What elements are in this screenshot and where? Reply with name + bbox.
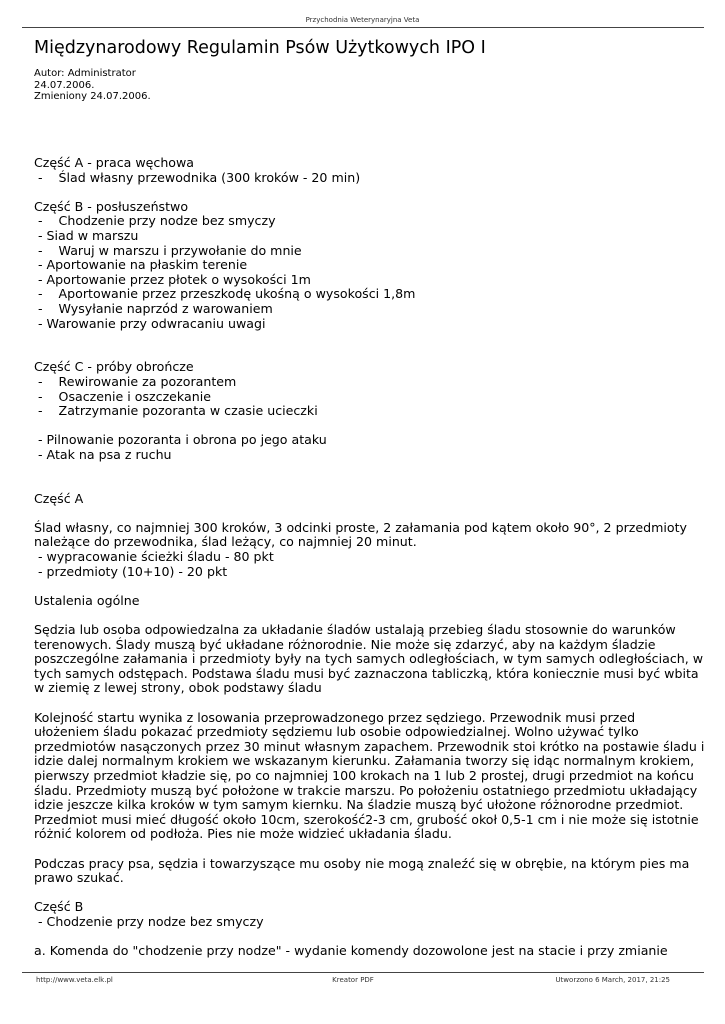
paragraph-line: pierwszy przedmiot kładzie się, po co najmniej 100 krokach na 1 lub 2 prostej, drugi przedmiot na końcu xyxy=(34,767,695,783)
paragraph-line: Ślad własny, co najmniej 300 kroków, 3 odcinki proste, 2 załamania pod kątem około 90°, 2 przedmioty xyxy=(34,519,687,535)
paragraph-line: tych samych odstępach. Podstawa śladu musi być zaznaczona tabliczką, która koniecznie musi być wbita xyxy=(34,665,699,681)
part-b-outline-heading: Część B - posłuszeństwo xyxy=(34,198,189,214)
paragraph-line: a. Komenda do "chodzenie przy nodze" - wydanie komendy dozowolone jest na stacie i przy zmianie xyxy=(34,943,668,959)
part-b-subheading: - Chodzenie przy nodze bez smyczy xyxy=(34,913,264,929)
list-item: - Waruj w marszu i przywołanie do mnie xyxy=(34,242,302,258)
paragraph-line: Sędzia lub osoba odpowiedzalna za układanie śladów ustalają przebieg śladu stosownie do warunków xyxy=(34,622,676,637)
document-meta xyxy=(34,68,151,103)
list-item: - Wysyłanie naprzód z warowaniem xyxy=(34,300,273,316)
part-a-outline-heading: Część A - praca węchowa xyxy=(34,155,195,170)
list-item: - Osaczenie i oszczekanie xyxy=(34,388,211,404)
footer-generator: Kreator PDF xyxy=(332,976,374,984)
list-item: - Aportowanie przez przeszkodę ukośną o wysokości 1,8m xyxy=(34,286,416,302)
paragraph-line: Kolejność startu wynika z losowania przeprowadzonego przez sędziego. Przewodnik musi przed xyxy=(34,709,636,725)
list-item: - Aportowanie na płaskim terenie xyxy=(34,257,248,273)
paragraph-line: przedmiotów nasączonych przez 30 minut własnym zapachem. Przewodnik stoi krótko na postawie śladu i xyxy=(34,738,705,754)
list-item: - Zatrzymanie pozoranta w czasie ucieczki xyxy=(34,403,318,419)
paragraph-line: Przedmiot musi mieć długość około 10cm, szerokość2-3 cm, grubość okoł 0,5-1 cm i nie może się istotnie xyxy=(34,811,699,827)
score-item: - przedmioty (10+10) - 20 pkt xyxy=(34,563,228,579)
paragraph-line: śladu. Przedmioty muszą być położone w trakcie marszu. Po położeniu ostatniego przedmiotu układający xyxy=(34,782,698,798)
author: Autor: Administrator xyxy=(34,68,136,79)
paragraph-line: Podczas pracy psa, sędzia i towarzyszące mu osoby nie mogą znaleźć się w obrębie, na którym pies ma xyxy=(34,855,690,871)
part-b-heading: Część B xyxy=(34,899,84,915)
footer-divider xyxy=(22,972,704,973)
paragraph-line: prawo szukać. xyxy=(34,870,124,886)
list-item: - Siad w marszu xyxy=(34,227,139,243)
paragraph-line: idzie dalej normalnym krokiem we wskazanym kierunku. Załamania tworzy się idąc normalnym krokiem, xyxy=(34,753,695,769)
paragraph-line: różnić kolorem od podłoża. Pies nie może widzieć układania śladu. xyxy=(34,826,452,842)
paragraph-line: należące do przewodnika, ślad leżący, co najmniej 20 minut. xyxy=(34,534,417,550)
document-title: Międzynarodowy Regulamin Psów Użytkowych IPO I xyxy=(34,38,486,58)
list-item: - Aportowanie przez płotek o wysokości 1m xyxy=(34,271,311,287)
footer-url: http://www.veta.elk.pl xyxy=(36,976,113,984)
document-body xyxy=(34,155,705,959)
header-divider xyxy=(22,27,704,28)
paragraph-line: ułożeniem śladu pokazać przedmioty sędziemu lub osobie odpowiedzialnej. Wolno używać tylko xyxy=(34,724,639,740)
list-item: - Warowanie przy odwracaniu uwagi xyxy=(34,315,266,331)
paragraph-line: poszczególne załamania i przedmioty były na tych samych odległościach, w tym samych odległościach, w xyxy=(34,651,704,667)
list-item: - Pilnowanie pozoranta i obrona po jego ataku xyxy=(34,432,327,448)
part-a-heading: Część A xyxy=(34,490,84,506)
page-header: Przychodnia Weterynaryjna Veta xyxy=(305,16,420,24)
general-rules-heading: Ustalenia ogólne xyxy=(34,592,140,608)
paragraph-line: w ziemię z lewej strony, obok podstawy śladu xyxy=(34,680,322,696)
list-item: - Rewirowanie za pozorantem xyxy=(34,373,237,389)
list-item: - Chodzenie przy nodze bez smyczy xyxy=(34,213,276,229)
created-date: 24.07.2006. xyxy=(34,79,95,91)
score-item: - wypracowanie ścieżki śladu - 80 pkt xyxy=(34,549,274,565)
list-item: - Ślad własny przewodnika (300 kroków - 20 min) xyxy=(34,169,361,185)
paragraph-line: terenowych. Ślady muszą być układane różnorodnie. Nie może się zdarzyć, aby na każdym śladzie xyxy=(34,636,656,652)
modified-date: Zmieniony 24.07.2006. xyxy=(34,91,151,102)
list-item: - Atak na psa z ruchu xyxy=(34,446,172,462)
footer-created: Utworzono 6 March, 2017, 21:25 xyxy=(555,976,670,984)
part-c-outline-heading: Część C - próby obrończe xyxy=(34,359,194,375)
paragraph-line: idzie jeszcze kilka kroków w tym samym kiernku. Na śladzie muszą być ułożone różnorodne przedmiot. xyxy=(34,797,684,813)
